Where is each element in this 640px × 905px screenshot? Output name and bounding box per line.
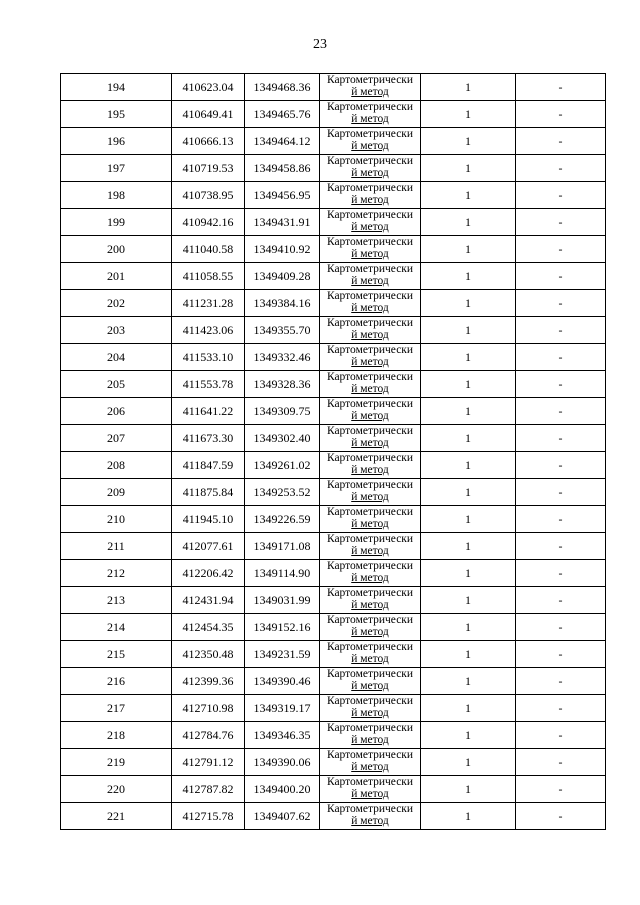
y-coordinate-cell: 1349231.59 [245, 641, 320, 668]
method-line-1: Картометрически [326, 398, 414, 410]
x-coordinate-cell: 412206.42 [172, 560, 245, 587]
method-line-1: Картометрически [326, 749, 414, 761]
method-line-2: й метод [351, 383, 389, 395]
point-number-cell: 218 [61, 722, 172, 749]
method-line-1: Картометрически [326, 587, 414, 599]
method-cell [320, 236, 421, 263]
x-coordinate-cell: 412787.82 [172, 776, 245, 803]
method-line-1: Картометрически [326, 344, 414, 356]
method-line-2: й метод [351, 140, 389, 152]
method-cell [320, 344, 421, 371]
accuracy-cell: 1 [421, 128, 516, 155]
method-line-2: й метод [351, 113, 389, 125]
y-coordinate-cell: 1349407.62 [245, 803, 320, 830]
method-line-1: Картометрически [326, 128, 414, 140]
note-cell: - [516, 776, 606, 803]
point-number-cell: 217 [61, 695, 172, 722]
y-coordinate-cell: 1349346.35 [245, 722, 320, 749]
accuracy-cell: 1 [421, 614, 516, 641]
x-coordinate-cell: 412454.35 [172, 614, 245, 641]
method-cell [320, 776, 421, 803]
method-cell [320, 695, 421, 722]
method-cell [320, 155, 421, 182]
method-line-2: й метод [351, 329, 389, 341]
method-line-1: Картометрически [326, 776, 414, 788]
note-cell: - [516, 803, 606, 830]
y-coordinate-cell: 1349114.90 [245, 560, 320, 587]
method-cell [320, 182, 421, 209]
method-cell [320, 371, 421, 398]
y-coordinate-cell: 1349390.46 [245, 668, 320, 695]
method-line-2: й метод [351, 302, 389, 314]
note-cell: - [516, 155, 606, 182]
method-line-1: Картометрически [326, 560, 414, 572]
y-coordinate-cell: 1349171.08 [245, 533, 320, 560]
x-coordinate-cell: 412784.76 [172, 722, 245, 749]
method-cell [320, 614, 421, 641]
table-row [61, 371, 606, 398]
note-cell: - [516, 74, 606, 101]
point-number-cell: 201 [61, 263, 172, 290]
accuracy-cell: 1 [421, 398, 516, 425]
accuracy-cell: 1 [421, 776, 516, 803]
y-coordinate-cell: 1349328.36 [245, 371, 320, 398]
method-line-1: Картометрически [326, 506, 414, 518]
accuracy-cell: 1 [421, 506, 516, 533]
method-line-1: Картометрически [326, 209, 414, 221]
table-row [61, 398, 606, 425]
method-line-1: Картометрически [326, 290, 414, 302]
method-line-2: й метод [351, 545, 389, 557]
note-cell: - [516, 209, 606, 236]
table-row [61, 344, 606, 371]
accuracy-cell: 1 [421, 344, 516, 371]
accuracy-cell: 1 [421, 425, 516, 452]
point-number-cell: 215 [61, 641, 172, 668]
method-cell [320, 317, 421, 344]
accuracy-cell: 1 [421, 695, 516, 722]
method-line-1: Картометрически [326, 533, 414, 545]
table-row [61, 236, 606, 263]
method-cell [320, 263, 421, 290]
method-line-2: й метод [351, 248, 389, 260]
method-cell [320, 209, 421, 236]
table-row [61, 263, 606, 290]
note-cell: - [516, 290, 606, 317]
point-number-cell: 205 [61, 371, 172, 398]
x-coordinate-cell: 411847.59 [172, 452, 245, 479]
page-number: 23 [313, 37, 327, 52]
point-number-cell: 213 [61, 587, 172, 614]
method-line-2: й метод [351, 599, 389, 611]
point-number-cell: 209 [61, 479, 172, 506]
method-line-2: й метод [351, 653, 389, 665]
point-number-cell: 211 [61, 533, 172, 560]
note-cell: - [516, 425, 606, 452]
method-cell [320, 101, 421, 128]
coordinates-table [60, 73, 606, 830]
method-line-1: Картометрически [326, 263, 414, 275]
method-line-2: й метод [351, 788, 389, 800]
accuracy-cell: 1 [421, 236, 516, 263]
accuracy-cell: 1 [421, 479, 516, 506]
accuracy-cell: 1 [421, 74, 516, 101]
note-cell: - [516, 587, 606, 614]
x-coordinate-cell: 411945.10 [172, 506, 245, 533]
accuracy-cell: 1 [421, 263, 516, 290]
x-coordinate-cell: 411423.06 [172, 317, 245, 344]
method-line-1: Картометрически [326, 425, 414, 437]
table-row [61, 452, 606, 479]
y-coordinate-cell: 1349465.76 [245, 101, 320, 128]
accuracy-cell: 1 [421, 182, 516, 209]
accuracy-cell: 1 [421, 452, 516, 479]
y-coordinate-cell: 1349253.52 [245, 479, 320, 506]
method-cell [320, 749, 421, 776]
table-row [61, 182, 606, 209]
note-cell: - [516, 452, 606, 479]
method-cell [320, 722, 421, 749]
point-number-cell: 216 [61, 668, 172, 695]
method-line-2: й метод [351, 815, 389, 827]
method-line-1: Картометрически [326, 695, 414, 707]
method-line-2: й метод [351, 410, 389, 422]
x-coordinate-cell: 411553.78 [172, 371, 245, 398]
table-row [61, 695, 606, 722]
accuracy-cell: 1 [421, 722, 516, 749]
table-row [61, 155, 606, 182]
method-cell [320, 668, 421, 695]
y-coordinate-cell: 1349431.91 [245, 209, 320, 236]
accuracy-cell: 1 [421, 155, 516, 182]
y-coordinate-cell: 1349464.12 [245, 128, 320, 155]
y-coordinate-cell: 1349384.16 [245, 290, 320, 317]
note-cell: - [516, 641, 606, 668]
accuracy-cell: 1 [421, 533, 516, 560]
method-cell [320, 128, 421, 155]
method-line-2: й метод [351, 572, 389, 584]
method-line-1: Картометрически [326, 614, 414, 626]
table-row [61, 209, 606, 236]
note-cell: - [516, 182, 606, 209]
method-cell [320, 560, 421, 587]
method-cell [320, 452, 421, 479]
point-number-cell: 204 [61, 344, 172, 371]
y-coordinate-cell: 1349332.46 [245, 344, 320, 371]
note-cell: - [516, 749, 606, 776]
point-number-cell: 198 [61, 182, 172, 209]
y-coordinate-cell: 1349410.92 [245, 236, 320, 263]
y-coordinate-cell: 1349226.59 [245, 506, 320, 533]
x-coordinate-cell: 411875.84 [172, 479, 245, 506]
accuracy-cell: 1 [421, 290, 516, 317]
method-line-2: й метод [351, 167, 389, 179]
table-row [61, 776, 606, 803]
x-coordinate-cell: 412715.78 [172, 803, 245, 830]
method-cell [320, 425, 421, 452]
method-line-1: Картометрически [326, 668, 414, 680]
method-line-1: Картометрически [326, 182, 414, 194]
table-row [61, 506, 606, 533]
table-row [61, 479, 606, 506]
table-row [61, 533, 606, 560]
y-coordinate-cell: 1349355.70 [245, 317, 320, 344]
point-number-cell: 197 [61, 155, 172, 182]
table-row [61, 560, 606, 587]
accuracy-cell: 1 [421, 641, 516, 668]
x-coordinate-cell: 412431.94 [172, 587, 245, 614]
point-number-cell: 202 [61, 290, 172, 317]
point-number-cell: 220 [61, 776, 172, 803]
note-cell: - [516, 344, 606, 371]
table-row [61, 749, 606, 776]
method-line-1: Картометрически [326, 722, 414, 734]
method-line-2: й метод [351, 491, 389, 503]
method-line-2: й метод [351, 626, 389, 638]
y-coordinate-cell: 1349031.99 [245, 587, 320, 614]
x-coordinate-cell: 410649.41 [172, 101, 245, 128]
method-line-1: Картометрически [326, 74, 414, 86]
x-coordinate-cell: 412399.36 [172, 668, 245, 695]
table-row [61, 425, 606, 452]
y-coordinate-cell: 1349400.20 [245, 776, 320, 803]
method-line-1: Картометрически [326, 236, 414, 248]
x-coordinate-cell: 412077.61 [172, 533, 245, 560]
note-cell: - [516, 668, 606, 695]
note-cell: - [516, 695, 606, 722]
method-line-2: й метод [351, 275, 389, 287]
method-cell [320, 398, 421, 425]
point-number-cell: 199 [61, 209, 172, 236]
point-number-cell: 203 [61, 317, 172, 344]
table-row [61, 290, 606, 317]
note-cell: - [516, 722, 606, 749]
method-cell [320, 479, 421, 506]
x-coordinate-cell: 412350.48 [172, 641, 245, 668]
table-row [61, 74, 606, 101]
table-row [61, 614, 606, 641]
table-row [61, 128, 606, 155]
accuracy-cell: 1 [421, 749, 516, 776]
method-cell [320, 803, 421, 830]
y-coordinate-cell: 1349458.86 [245, 155, 320, 182]
note-cell: - [516, 263, 606, 290]
note-cell: - [516, 371, 606, 398]
method-cell [320, 290, 421, 317]
point-number-cell: 207 [61, 425, 172, 452]
note-cell: - [516, 533, 606, 560]
accuracy-cell: 1 [421, 209, 516, 236]
x-coordinate-cell: 410666.13 [172, 128, 245, 155]
x-coordinate-cell: 410623.04 [172, 74, 245, 101]
method-line-2: й метод [351, 356, 389, 368]
point-number-cell: 219 [61, 749, 172, 776]
x-coordinate-cell: 412791.12 [172, 749, 245, 776]
table-row [61, 587, 606, 614]
method-cell [320, 587, 421, 614]
method-line-2: й метод [351, 734, 389, 746]
point-number-cell: 194 [61, 74, 172, 101]
table-row [61, 722, 606, 749]
method-line-1: Картометрически [326, 641, 414, 653]
method-line-1: Картометрически [326, 452, 414, 464]
y-coordinate-cell: 1349309.75 [245, 398, 320, 425]
table-row [61, 641, 606, 668]
method-line-2: й метод [351, 518, 389, 530]
accuracy-cell: 1 [421, 560, 516, 587]
method-cell [320, 74, 421, 101]
table-row [61, 668, 606, 695]
point-number-cell: 221 [61, 803, 172, 830]
method-line-1: Картометрически [326, 803, 414, 815]
table-row [61, 101, 606, 128]
method-line-2: й метод [351, 707, 389, 719]
y-coordinate-cell: 1349390.06 [245, 749, 320, 776]
y-coordinate-cell: 1349319.17 [245, 695, 320, 722]
point-number-cell: 208 [61, 452, 172, 479]
method-line-1: Картометрически [326, 479, 414, 491]
x-coordinate-cell: 411641.22 [172, 398, 245, 425]
note-cell: - [516, 236, 606, 263]
accuracy-cell: 1 [421, 803, 516, 830]
method-line-2: й метод [351, 221, 389, 233]
method-cell [320, 533, 421, 560]
method-line-2: й метод [351, 194, 389, 206]
x-coordinate-cell: 410942.16 [172, 209, 245, 236]
note-cell: - [516, 479, 606, 506]
method-cell [320, 641, 421, 668]
note-cell: - [516, 317, 606, 344]
point-number-cell: 195 [61, 101, 172, 128]
method-line-1: Картометрически [326, 101, 414, 113]
accuracy-cell: 1 [421, 587, 516, 614]
note-cell: - [516, 614, 606, 641]
method-cell [320, 506, 421, 533]
y-coordinate-cell: 1349261.02 [245, 452, 320, 479]
point-number-cell: 196 [61, 128, 172, 155]
note-cell: - [516, 398, 606, 425]
point-number-cell: 206 [61, 398, 172, 425]
method-line-2: й метод [351, 437, 389, 449]
x-coordinate-cell: 411058.55 [172, 263, 245, 290]
y-coordinate-cell: 1349302.40 [245, 425, 320, 452]
note-cell: - [516, 560, 606, 587]
method-line-2: й метод [351, 680, 389, 692]
note-cell: - [516, 128, 606, 155]
x-coordinate-cell: 411673.30 [172, 425, 245, 452]
method-line-1: Картометрически [326, 371, 414, 383]
note-cell: - [516, 506, 606, 533]
method-line-1: Картометрически [326, 317, 414, 329]
point-number-cell: 200 [61, 236, 172, 263]
method-line-2: й метод [351, 464, 389, 476]
x-coordinate-cell: 411533.10 [172, 344, 245, 371]
x-coordinate-cell: 410719.53 [172, 155, 245, 182]
method-line-2: й метод [351, 86, 389, 98]
accuracy-cell: 1 [421, 668, 516, 695]
method-line-2: й метод [351, 761, 389, 773]
y-coordinate-cell: 1349409.28 [245, 263, 320, 290]
accuracy-cell: 1 [421, 317, 516, 344]
method-line-1: Картометрически [326, 155, 414, 167]
y-coordinate-cell: 1349152.16 [245, 614, 320, 641]
accuracy-cell: 1 [421, 101, 516, 128]
x-coordinate-cell: 412710.98 [172, 695, 245, 722]
y-coordinate-cell: 1349456.95 [245, 182, 320, 209]
x-coordinate-cell: 410738.95 [172, 182, 245, 209]
note-cell: - [516, 101, 606, 128]
accuracy-cell: 1 [421, 371, 516, 398]
table-row [61, 317, 606, 344]
point-number-cell: 212 [61, 560, 172, 587]
x-coordinate-cell: 411231.28 [172, 290, 245, 317]
x-coordinate-cell: 411040.58 [172, 236, 245, 263]
point-number-cell: 210 [61, 506, 172, 533]
coordinates-table-body [61, 74, 606, 830]
table-row [61, 803, 606, 830]
point-number-cell: 214 [61, 614, 172, 641]
y-coordinate-cell: 1349468.36 [245, 74, 320, 101]
